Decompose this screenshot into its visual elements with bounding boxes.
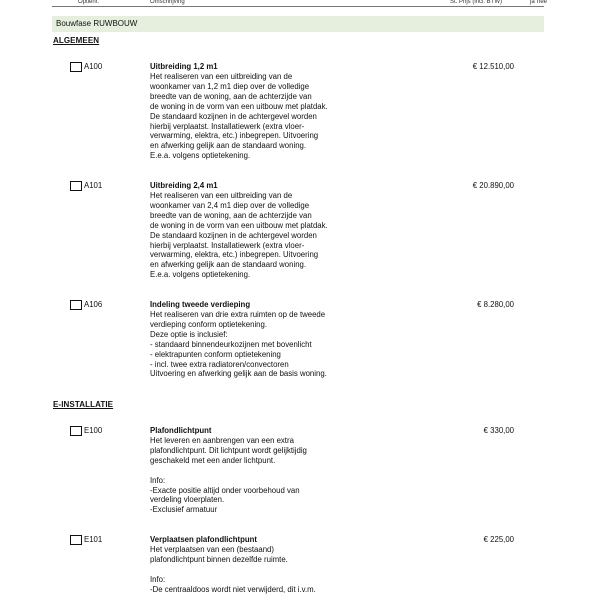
phase-banner (52, 16, 544, 32)
option-checkbox[interactable] (70, 62, 82, 72)
no-column-header: nee (537, 0, 548, 5)
option-price: € 330,00 (483, 426, 514, 435)
yes-column-header: ja (530, 0, 535, 5)
option-title: Verplaatsen plafondlichtpunt (150, 535, 258, 544)
option-code: A106 (84, 300, 103, 309)
price-column-header: St. Prijs (incl. BTW) (450, 0, 502, 5)
header-divider (52, 6, 544, 7)
column-header (0, 0, 595, 7)
option-title: Plafondlichtpunt (150, 426, 212, 435)
option-price: € 12.510,00 (472, 62, 514, 71)
section-title-e-installatie: E-INSTALLATIE (53, 400, 114, 409)
option-checkbox[interactable] (70, 300, 82, 310)
option-code: E101 (84, 535, 103, 544)
option-price: € 20.890,00 (472, 181, 514, 190)
option-column-header: Optienr. (78, 0, 100, 5)
option-description: Het realiseren van een uitbreiding van de woonkamer van 2,4 m1 diep over de volledige breedte van de woning, aan de achterzijde van de woning in de vorm van een uitbouw met platdak. De standaard kozijnen in de achtergevel worden hierbij verplaatst. Installatiewerk (extra vloer- verwarming, elektra, etc.) inbegrepen. Uitvoering en afwerking gelijk aan de standaard woning. E.e.a. volgens optietekening. (150, 191, 328, 280)
description-column-header: Omschrijving (150, 0, 185, 5)
option-code: A100 (84, 62, 103, 71)
phase-title: Bouwfase RUWBOUW (56, 19, 138, 28)
option-title: Indeling tweede verdieping (150, 300, 251, 309)
option-checkbox[interactable] (70, 426, 82, 436)
option-code: E100 (84, 426, 103, 435)
option-checkbox[interactable] (70, 181, 82, 191)
option-checkbox[interactable] (70, 535, 82, 545)
section-title-algemeen: ALGEMEEN (53, 36, 100, 45)
option-description: Het verplaatsen van een (bestaand) plafondlichtpunt binnen dezelfde ruimte. Info: -De centraaldoos wordt niet verwijderd, dit i.v.m. (150, 545, 316, 594)
option-description: Het leveren en aanbrengen van een extra plafondlichtpunt. Dit lichtpunt wordt gelijktijdig geschakeld met een ander lichtpunt. Info: -Exacte positie altijd onder voorbehoud van verdeling vloerplaten. -Exclusief armatuur (150, 436, 307, 515)
option-title: Uitbreiding 1,2 m1 (150, 62, 218, 71)
option-price: € 8.280,00 (477, 300, 514, 309)
option-title: Uitbreiding 2,4 m1 (150, 181, 218, 190)
option-description: Het realiseren van drie extra ruimten op de tweede verdieping conform optietekening. Deze optie is inclusief: - standaard binnendeurkozijnen met bovenlicht - elektrapunten conform optietekening - incl. twee extra radiatoren/convectoren Uitvoering en afwerking gelijk aan de basis woning. (150, 310, 327, 379)
option-code: A101 (84, 181, 103, 190)
option-price: € 225,00 (483, 535, 514, 544)
option-description: Het realiseren van een uitbreiding van de woonkamer van 1,2 m1 diep over de volledige breedte van de woning, aan de achterzijde van de woning in de vorm van een uitbouw met platdak. De standaard kozijnen in de achtergevel worden hierbij verplaatst. Installatiewerk (extra vloer- verwarming, elektra, etc.) inbegrepen. Uitvoering en afwerking gelijk aan de standaard woning. E.e.a. volgens optietekening. (150, 72, 328, 161)
